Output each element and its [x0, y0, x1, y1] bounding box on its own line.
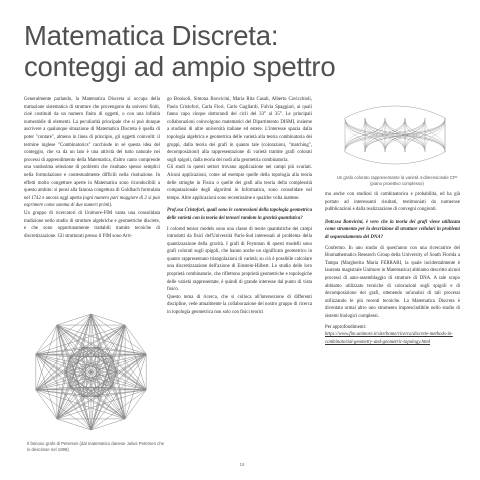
col1-paragraph-1: [24, 96, 160, 210]
col3-paragraph-1: ma anche con studiosi di combinatorica e probabilità, ed ha già portato ad interessanti risultati, testimoniati da numerose pubblicazioni e dalla realizzazione di convegni congiunti.: [325, 192, 460, 213]
colored-graph-figure: [335, 100, 455, 170]
col3-paragraph-2: Confermo. In uno studio di quest'anno con una ricercatrice del Biomathematics Research Group della University of South Florida a Tampa (Margherita Maria FERRARI, la quale incidentalmente è laureata magistrale Unimore in Matematica) abbiamo descritto alcuni processi di auto-assemblaggio di strutture di DNA. A tale scopo abbiamo utilizzato tecniche di colorazioni sugli spigoli e di decomposizione dei grafi, ottenendo un'analisi di tali processi utilizzando le più recenti tecniche. La Matematica Discreta è diventata ormai altro uno strumento imprescindibile nello studio di sistemi biologici complessi.: [325, 245, 460, 319]
page-number: 18: [239, 462, 245, 467]
col3-further-reading-label: Per approfondimenti:: [325, 324, 367, 330]
col1-italic: (ogni numero pari maggiore di 2 si può esprimere come somma di due numeri primi): [24, 195, 160, 209]
col3-question: Dott.ssa Bonvicini, è vero che la teoria dei grafi viene utilizzata come strumento per la descrizione di strutture cellulari in problemi di sequenziamento del DNA?: [325, 219, 460, 240]
colored-edge: [345, 106, 445, 118]
graph-edge: [36, 390, 57, 419]
col1-text-end: .: [111, 203, 113, 209]
graph-edge: [125, 390, 146, 419]
title-line-1: Matematica Discreta:: [24, 20, 279, 51]
graph-edge: [36, 354, 65, 372]
graph-edge: [91, 419, 125, 430]
colored-edge: [425, 118, 445, 152]
col2-paragraph-4: Questo tema di ricerca, che si colloca all'intersezione di differenti discipline, vede attualmente la collaborazione del nostro gruppo di ricerca in topologia geometrica non solo con fisici teorici: [167, 294, 312, 316]
col2-paragraph-1: go Bonisoli, Simona Bonvicini, Maria Rita Casali, Alberto Cavicchioli, Paola Cristofori, Carla Fiori, Carlo Gagliardi, Fulvia Spaggiari, ai quali fanno capo cinque dottorandi dei cicli del 33° al 35°. Le principali collaborazioni coinvolgono matematici del Dipartimento DISMI, insieme a studiosi di altre università italiane ed estere. L'interesse spazia dalla topologia algebrica e geometrica delle varietà alla teoria combinatoria dei gruppi, dalla teoria dei grafi in quanto tale (colorazioni, "matching", decomposizioni) alla rappresentazione di varietà tramite grafi colorati sugli spigoli, dalla teoria dei nodi alla geometria combinatoria.: [167, 97, 312, 163]
graph-edge: [91, 314, 125, 325]
col1-text: Generalmente parlando, la Matematica Discreta si occupa della trattazione sistematica di strutture che provengono da universi finiti, cioè costituiti da un numero finito di oggetti, o con una infinità numerabile di elementi. La peculiarità principale che si può dunque ascrivere a qualunque situazione di Matematica Discreta è quella di poter "contare", almeno in linea di principio, gli oggetti coinvolti: il termine inglese "Combinatorics" racchiude in sé questa idea del conteggio, che va da un lato è una attività del tutto naturale nei processi di apprendimento della Matematica, d'altro canto comprende una vastissima selezione di problemi che risultano spesso semplici nella formulazione e contestualmente difficili nella risoluzione. In effetti molto congetture aperte in Matematica sono riconducibili a questo ambito: si pensi alla famosa congettura di Goldbach formulata nel 1742 e ancora oggi aperta: [24, 97, 160, 201]
title-line-2: conteggi ad ampio spettro: [24, 51, 336, 82]
graph-edge: [57, 419, 91, 430]
col2-paragraph-2: Gli studi in questi settori trovano applicazione nei campi più svariati. Alcuni applicazioni, come ad esempio quelle della topologia alla teoria delle stringhe in Fisica o quelle dei grafi alla teoria della complessità computazionale degli algoritmi in Informatica, sono consolidate nel tempo. Altre applicazioni sono recentissime e qualche volta inattese.: [167, 165, 312, 201]
graph-edge: [57, 314, 91, 325]
col1-paragraph-2: Un gruppo di ricercatori di Unimore-FIM vanta una consolidata tradizione nello studio di strutture algebriche e geometriche discrete, e che sono opportunamente trattabili tramite tecniche di discretizzazione. Gli strutturati presso il FIM sono Arri-: [24, 210, 160, 239]
col2-question: Prof.ssa Cristofori, quali sono le connessioni della topologia geometrica delle varietà con la teoria dei tensori random in gravità quantistica?: [167, 208, 312, 221]
colored-edge: [345, 152, 445, 164]
colored-graph-caption: Un grafo colorato rappresentante la varietà 4-dimensionale CP² (piano proiettivo complesso): [336, 175, 458, 186]
graph-edge: [36, 325, 57, 354]
further-reading-link[interactable]: https://www.fim.unimore.it/site/home/ricerca/discrete-methods-in-combinatorial-geometry-and-geometric-topology.html: [325, 332, 453, 345]
petersen-graph-figure: [26, 308, 156, 436]
column-1: [24, 96, 160, 240]
colored-edge: [345, 118, 445, 152]
petersen-caption: Il famoso grafo di Petersen (dal matematico danese Julius Petersen che lo descrisse nel 1898): [27, 441, 165, 452]
colored-edge: [345, 118, 365, 152]
graph-edge: [36, 372, 65, 390]
page-title: [24, 20, 464, 82]
graph-edge: [125, 325, 146, 354]
col2-paragraph-3: I colored tensor models sono una classe di teorie quantistiche dei campi introdotti da fisici del'Università Paris-Sud interessati al problema della quantizzazione della gravità. I grafi di Feynman di questi modelli sono grafi colorati sugli spigoli, che hanno anche un significato geometrico in quanto rappresentano triangolazioni di varietà; su ciò è possibile calcolare una discretizzazione dell'azione di Einstein-Hilbert. Lo studio delle loro proprietà combinatorie, che riflettono proprietà geometriche e topologiche delle varietà rappresentate, è quindi di grande interesse dal punto di vista fisico.: [167, 226, 312, 293]
column-2: [167, 96, 312, 317]
